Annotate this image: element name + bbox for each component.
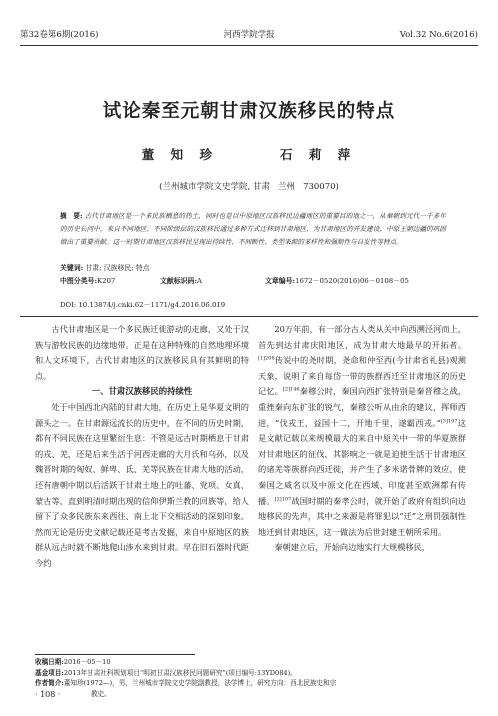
article-id: 1672－0520(2016)06－0108－05 [295,277,409,285]
section-heading: 一、甘肃汉族移民的持续性 [91,386,193,397]
article-id-label: 文章编号: [265,277,296,285]
doc-code: A [197,277,202,285]
running-header [20,28,478,42]
keywords-label: 关键词: [60,264,84,272]
classification-meta [60,275,446,287]
body-paragraph: 20万年前，有一部分古人类从关中向西溯泾河而上，首先到达甘肃庆阳地区，成为甘肃大地最早的开拓者。$^{[1]208}$传说中的尧时期，尧命和仲至西(今甘肃省礼县)观测天象，说明了来自每岱一带的族群西迁至甘肃地区的历史记忆。$^{[2]146}$秦穆公时，秦国向西扩张特别是秦晋穆之战，重挫秦向东扩张的锐气，秦穆公听从由余的建议，挥师西进，“伐戎王，益国十二，开地千里，遂霸西戎。”$^{[3]197}$这是文献记载以来规模最大的来自中原关中一带的华夏族群对甘肃地区的征伐，其影响之一就是迫使生活于甘肃地区的诸羌等族群向西迁徙，并产生了多米诺骨牌的效应，使秦国之威名以及中原文化在西域、印度甚至欧洲都有传播。$^{[2]107}$战国时期的秦孝公时，就开始了政府有组织向边地移民的先声，其中之来源是将罪犯以“迁”之刑罚强制性地迁到甘肃地区，这一做法为后世封建王朝所采用。 [258,324,466,537]
fund-label: 基金项目: [35,668,64,677]
author-bio-label: 作者简介: [35,679,64,688]
clc-number: K207 [97,277,116,285]
header-rule [20,45,478,46]
citation-ref: [1]208 [258,355,275,362]
citation-ref: [2]146 [282,386,300,393]
abstract-label: 摘 要: [60,212,83,220]
body-left-column [35,322,249,572]
body-paragraph: 秦朝建立后，开始向边地实行大规模移民， [274,542,430,553]
author-bio-continued: 教史。 [91,689,111,698]
author-bio: 董知珍(1972—)，男，兰州城市学院文史学院副教授，法学博士，研究方向：西北民族史和宗 [63,679,337,688]
abstract [60,210,446,248]
footnote-rule [35,654,195,655]
article-authors: 董 知 珍 石 莉 萍 [141,147,357,162]
fund-text: 2013年甘肃社科规划项目“明初甘肃汉族移民问题研究”(项目编号:13YD084)。 [63,668,297,677]
article-title: 试论秦至元朝甘肃汉族移民的特点 [102,101,396,122]
doi: DOI: 10.13874/j.cnki.62－1171/g4.2016.06.019 [60,301,226,309]
citation-ref: [3]197 [440,417,458,424]
received-date: 2016－05－10 [63,658,111,666]
citation-ref: [2]107 [274,495,292,502]
header-journal-name: 河西学院学报 [223,30,275,40]
footnotes [35,657,463,699]
keywords [60,262,150,274]
body-right-column [258,322,466,556]
body-paragraph: 古代甘肃地区是一个多民族迁徙游动的走廊，又处于汉族与游牧民族的边缘地带。正是在这种特殊的自然地理环境和人文环境下，古代甘肃地区的汉族移民具有其鲜明的特点。 [35,324,249,381]
author-affiliation: (兰州城市学院文史学院, 甘肃 兰州 730070) [159,182,339,192]
abstract-rule [20,316,478,317]
clc-label: 中图分类号: [60,277,97,285]
header-volume-english: Vol.32 No.6(2016) [399,30,478,40]
doc-code-label: 文献标识码: [160,277,197,285]
keywords-text: 甘肃; 汉族移民; 特点 [85,264,150,272]
body-paragraph: 处于中国西北内陆的甘肃大地，在历史上是华夏文明的源头之一。在甘肃源远流长的历史中，在不同的历史时期，都有不同民族在这里繁衍生息：不管是远古时期栖息于甘肃的戎、羌，还是后来生活于河西走廊的大月氏和乌孙，以及魏晋时期的匈奴、鲜卑、氐、羌等民族在甘肃大地的活动，还有唐朝中期以后活跃于甘肃土地上的吐蕃、党项、女真、蒙古等，直到明清时期出现的信仰伊斯兰教的回族等，给人留下了众多民族东来西往、南上北下交相活动的深刻印象。然而无论是历史文献记载还是考古发掘，来自中原地区的族群从远古时就不断地爬山涉水来到甘肃。早在旧石器时代距今约 [35,401,249,568]
abstract-text: 古代甘肃地区是一个多民族栖息的热土，同时也是以中原地区汉族移民边疆地区的重要目的地之一，从秦朝到元代一千多年的历史长河中，来自不同地区、不同阶级层的汉族移民通过多种方式迁移到甘肃地区，为甘肃地区的开发建设、中原王朝边疆的巩固做出了重要贡献。这一时期甘肃地区汉族移民呈现出持续性、不间断性、类型来源的多样性和强制性与自发性等特点。 [60,212,446,246]
page-number: · 108 · [35,690,61,699]
received-label: 收稿日期: [35,658,64,666]
header-volume-issue: 第32卷第6期(2016) [20,30,99,40]
